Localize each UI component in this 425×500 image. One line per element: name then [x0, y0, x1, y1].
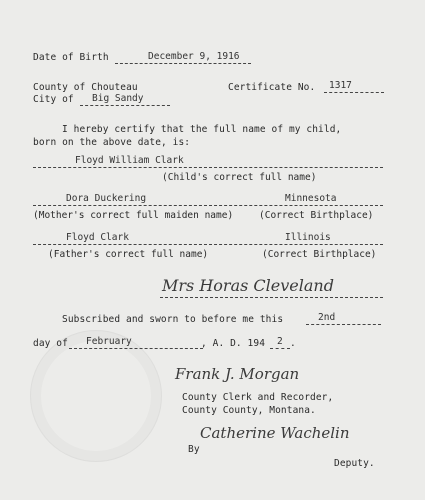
father-rule: [33, 244, 383, 245]
deputy-label: Deputy.: [334, 458, 375, 469]
father-name-caption: (Father's correct full name): [48, 249, 209, 260]
day-of-label: day of: [33, 338, 68, 349]
oath-year-rule: [270, 348, 290, 349]
certificate-number: 1317: [329, 80, 352, 91]
oath-month: February: [86, 336, 132, 347]
mother-rule: [33, 205, 383, 206]
city-rule: [80, 105, 170, 106]
mother-birthplace-caption: (Correct Birthplace): [259, 210, 374, 221]
city-value: Big Sandy: [92, 93, 144, 104]
date-of-birth-rule: [115, 63, 251, 64]
clerk-title-1: County Clerk and Recorder,: [182, 392, 334, 403]
mother-name: Dora Duckering: [66, 193, 147, 204]
certify-line-2: born on the above date, is:: [33, 137, 191, 148]
mother-name-caption: (Mother's correct full maiden name): [33, 210, 234, 221]
deputy-signature: Catherine Wachelin: [200, 424, 350, 442]
oath-month-rule: [69, 348, 203, 349]
oath-year-digit: 2: [277, 336, 283, 347]
clerk-title-2: County County, Montana.: [182, 405, 316, 416]
date-of-birth-value: December 9, 1916: [148, 51, 240, 62]
date-of-birth-label: Date of Birth: [33, 52, 109, 63]
father-birthplace-caption: (Correct Birthplace): [262, 249, 377, 260]
father-birthplace: Illinois: [285, 232, 331, 243]
child-name: Floyd William Clark: [75, 155, 184, 166]
county-label: County of Chouteau: [33, 82, 138, 93]
oath-day: 2nd: [318, 312, 336, 323]
certify-line-1: I hereby certify that the full name of my child,: [62, 124, 342, 135]
applicant-signature: Mrs Horas Cleveland: [162, 276, 334, 295]
oath-day-rule: [306, 324, 381, 325]
ad-label: , A. D. 194: [201, 338, 266, 349]
mother-birthplace: Minnesota: [285, 193, 337, 204]
oath-line: Subscribed and sworn to before me this: [62, 314, 284, 325]
child-name-rule: [33, 167, 383, 168]
child-name-caption: (Child's correct full name): [162, 172, 317, 183]
by-label: By: [188, 444, 200, 455]
city-label: City of: [33, 94, 74, 105]
embossed-seal: [30, 330, 162, 462]
signature-rule: [160, 297, 383, 298]
clerk-signature: Frank J. Morgan: [175, 365, 300, 383]
certificate-rule: [324, 92, 384, 93]
oath-period: .: [290, 338, 296, 349]
certificate-label: Certificate No.: [228, 82, 316, 93]
father-name: Floyd Clark: [66, 232, 129, 243]
